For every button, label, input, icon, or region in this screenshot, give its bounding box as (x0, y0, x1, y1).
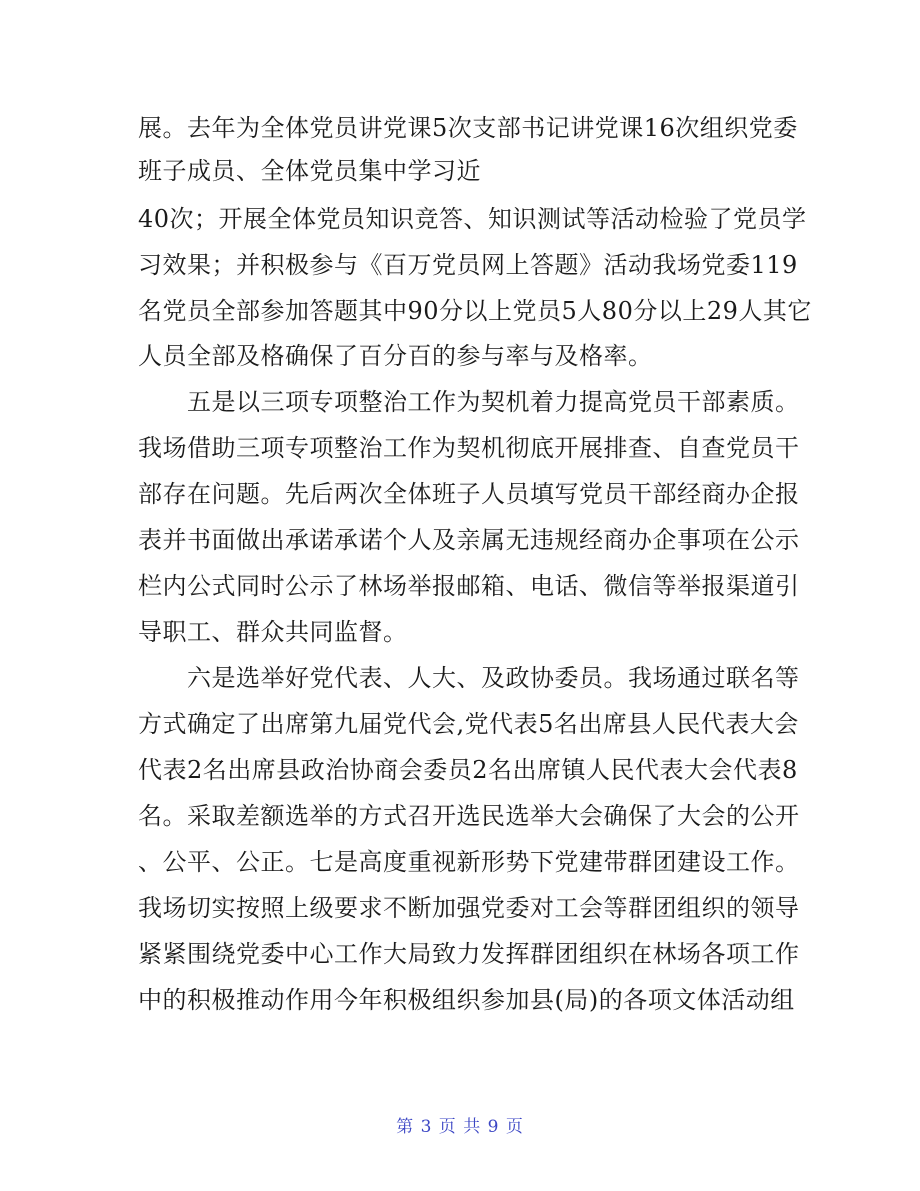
text-line: 方式确定了出席第九届党代会,党代表5名出席县人民代表大会 (138, 710, 799, 738)
page-number-footer: 第 3 页 共 9 页 (396, 1117, 524, 1137)
text-line: 人员全部及格确保了百分百的参与率与及格率。 (138, 342, 653, 370)
text-line: 班子成员、全体党员集中学习近 (138, 157, 481, 185)
text-line: 紧紧围绕党委中心工作大局致力发挥群团组织在林场各项工作 (138, 940, 800, 968)
text-line: 、公平、公正。七是高度重视新形势下党建带群团建设工作。 (138, 848, 800, 876)
text-line: 中的积极推动作用今年积极组织参加县(局)的各项文体活动组 (138, 986, 795, 1014)
text-line: 六是选举好党代表、人大、及政协委员。我场通过联名等 (138, 664, 800, 692)
text-line: 名。采取差额选举的方式召开选民选举大会确保了大会的公开 (138, 802, 800, 830)
text-line: 我场切实按照上级要求不断加强党委对工会等群团组织的领导 (138, 894, 800, 922)
text-line: 表并书面做出承诺承诺个人及亲属无违规经商办企事项在公示 (138, 526, 800, 554)
text-line: 40次；开展全体党员知识竞答、知识测试等活动检验了党员学 (138, 205, 807, 233)
text-line: 我场借助三项专项整治工作为契机彻底开展排查、自查党员干 (138, 434, 800, 462)
text-line: 名党员全部参加答题其中90分以上党员5人80分以上29人其它 (138, 297, 812, 325)
text-line: 展。去年为全体党员讲党课5次支部书记讲党课16次组织党委 (138, 114, 798, 142)
text-line: 导职工、群众共同监督。 (138, 618, 408, 646)
text-line: 习效果；并积极参与《百万党员网上答题》活动我场党委119 (138, 251, 798, 279)
text-line: 部存在问题。先后两次全体班子人员填写党员干部经商办企报 (138, 480, 800, 508)
text-line: 栏内公式同时公示了林场举报邮箱、电话、微信等举报渠道引 (138, 572, 800, 600)
text-line: 五是以三项专项整治工作为契机着力提高党员干部素质。 (138, 388, 800, 416)
text-line: 代表2名出席县政治协商会委员2名出席镇人民代表大会代表8 (138, 756, 798, 784)
